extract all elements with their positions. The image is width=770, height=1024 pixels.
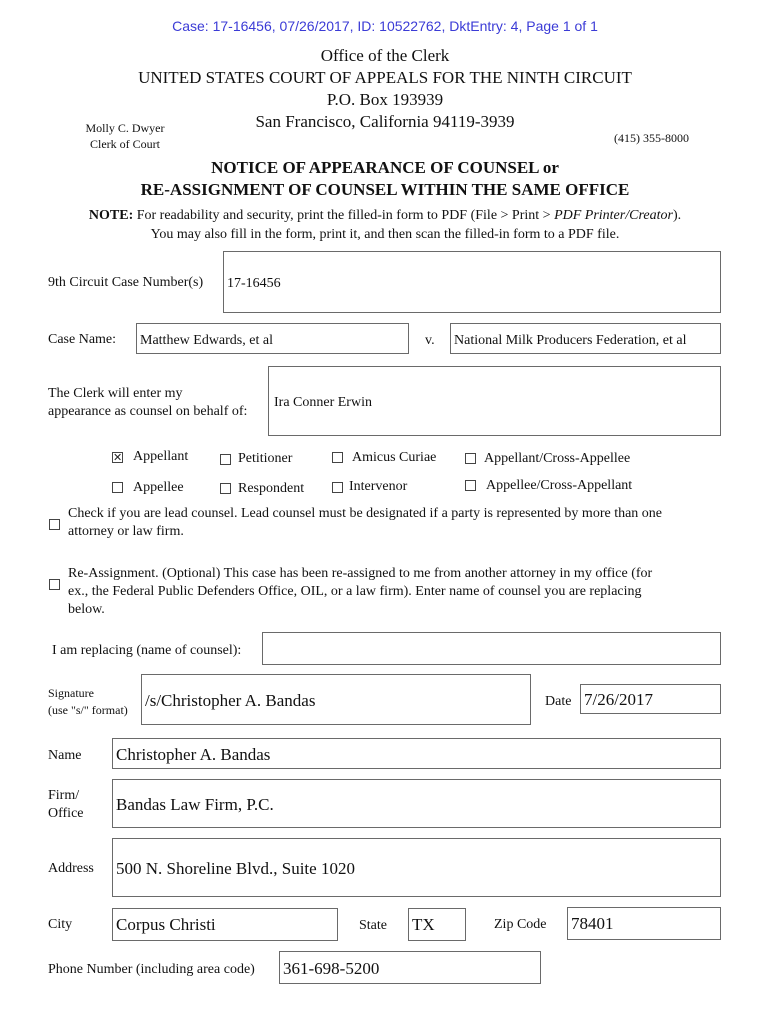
form-title-line-2: RE-ASSIGNMENT OF COUNSEL WITHIN THE SAME OFFICE bbox=[140, 180, 630, 199]
office-line-2: UNITED STATES COURT OF APPEALS FOR THE NINTH CIRCUIT bbox=[138, 68, 632, 87]
appellant-checkbox[interactable] bbox=[112, 452, 123, 463]
state-label: State bbox=[359, 918, 387, 933]
note-line-2: You may also fill in the form, print it, and then scan the filled-in form to a PDF file. bbox=[150, 227, 620, 242]
note-text-a: For readability and security, print the filled-in form to PDF (File > Print > bbox=[133, 208, 555, 223]
amicus-curiae-label: Amicus Curiae bbox=[352, 450, 437, 465]
case-name-left-value: Matthew Edwards, et al bbox=[140, 333, 273, 348]
appellee-cross-appellant-label: Appellee/Cross-Appellant bbox=[486, 478, 633, 493]
appellant-cross-appellee-checkbox[interactable] bbox=[465, 453, 476, 464]
city-field[interactable] bbox=[112, 908, 338, 941]
note-text-b: ). bbox=[672, 208, 682, 223]
case-name-right-value: National Milk Producers Federation, et al bbox=[454, 333, 687, 348]
signature-field[interactable] bbox=[141, 674, 531, 725]
reassignment-line-2: ex., the Federal Public Defenders Office, OIL, or a law firm). Enter name of counsel you are replacing bbox=[68, 584, 642, 599]
office-line-3: P.O. Box 193939 bbox=[326, 90, 444, 109]
appellant-label: Appellant bbox=[133, 449, 189, 464]
intervenor-label: Intervenor bbox=[349, 479, 408, 494]
lead-counsel-line-1: Check if you are lead counsel. Lead counsel must be designated if a party is represented by more than one bbox=[68, 506, 663, 521]
behalf-field[interactable] bbox=[268, 366, 721, 436]
phone-field[interactable] bbox=[279, 951, 541, 984]
city-value: Corpus Christi bbox=[116, 915, 216, 934]
firm-label-1: Firm/ bbox=[48, 788, 80, 803]
firm-value: Bandas Law Firm, P.C. bbox=[116, 795, 274, 814]
clerk-name: Molly C. Dwyer bbox=[85, 121, 165, 135]
name-label: Name bbox=[48, 748, 82, 763]
lead-counsel-checkbox[interactable] bbox=[49, 519, 60, 530]
replacing-field[interactable] bbox=[262, 632, 721, 665]
office-line-1: Office of the Clerk bbox=[320, 46, 450, 65]
case-name-right-field[interactable] bbox=[450, 323, 721, 354]
office-line-4: San Francisco, California 94119-3939 bbox=[255, 112, 515, 131]
petitioner-checkbox[interactable] bbox=[220, 454, 231, 465]
petitioner-label: Petitioner bbox=[238, 451, 293, 466]
behalf-value: Ira Conner Erwin bbox=[274, 395, 372, 410]
behalf-label-1: The Clerk will enter my bbox=[48, 386, 183, 401]
clerk-title: Clerk of Court bbox=[90, 137, 160, 151]
check-mark-icon: ✕ bbox=[113, 451, 123, 464]
case-number-value: 17-16456 bbox=[227, 276, 281, 291]
case-name-label: Case Name: bbox=[48, 332, 117, 347]
signature-value: /s/Christopher A. Bandas bbox=[145, 691, 316, 710]
replacing-label: I am replacing (name of counsel): bbox=[52, 643, 242, 658]
note-text-italic: PDF Printer/Creator bbox=[554, 208, 673, 223]
state-field[interactable] bbox=[408, 908, 466, 941]
appellee-cross-appellant-checkbox[interactable] bbox=[465, 480, 476, 491]
respondent-label: Respondent bbox=[238, 481, 305, 496]
firm-field[interactable] bbox=[112, 779, 721, 828]
zip-code-value: 78401 bbox=[571, 914, 614, 933]
reassignment-checkbox[interactable] bbox=[49, 579, 60, 590]
reassignment-line-1: Re-Assignment. (Optional) This case has been re-assigned to me from another attorney in my office (for bbox=[68, 566, 653, 581]
appellee-checkbox[interactable] bbox=[112, 482, 123, 493]
appellant-cross-appellee-label: Appellant/Cross-Appellee bbox=[484, 451, 631, 466]
signature-label-2: (use "s/" format) bbox=[48, 703, 128, 717]
firm-label-2: Office bbox=[48, 806, 84, 821]
intervenor-checkbox[interactable] bbox=[332, 482, 343, 493]
date-value: 7/26/2017 bbox=[584, 690, 653, 709]
state-value: TX bbox=[412, 915, 435, 934]
signature-label-1: Signature bbox=[48, 686, 94, 700]
office-phone: (415) 355-8000 bbox=[614, 131, 689, 145]
reassignment-line-3: below. bbox=[68, 602, 105, 617]
form-title-line-1: NOTICE OF APPEARANCE OF COUNSEL or bbox=[211, 158, 559, 177]
phone-value: 361-698-5200 bbox=[283, 959, 380, 978]
date-field[interactable] bbox=[580, 684, 721, 714]
zip-code-field[interactable] bbox=[567, 907, 721, 940]
date-label: Date bbox=[545, 694, 572, 709]
docket-header: Case: 17-16456, 07/26/2017, ID: 10522762, DktEntry: 4, Page 1 of 1 bbox=[172, 18, 598, 34]
amicus-curiae-checkbox[interactable] bbox=[332, 452, 343, 463]
behalf-label-2: appearance as counsel on behalf of: bbox=[48, 404, 248, 419]
zip-code-label: Zip Code bbox=[494, 917, 547, 932]
versus-label: v. bbox=[425, 333, 435, 348]
address-label: Address bbox=[48, 861, 94, 876]
case-number-label: 9th Circuit Case Number(s) bbox=[48, 275, 204, 290]
city-label: City bbox=[48, 917, 73, 932]
name-field[interactable] bbox=[112, 738, 721, 769]
note-line-1 bbox=[0, 208, 770, 224]
phone-label: Phone Number (including area code) bbox=[48, 962, 255, 977]
respondent-checkbox[interactable] bbox=[220, 483, 231, 494]
lead-counsel-line-2: attorney or law firm. bbox=[68, 524, 184, 539]
name-value: Christopher A. Bandas bbox=[116, 745, 271, 764]
case-name-left-field[interactable] bbox=[136, 323, 409, 354]
address-field[interactable] bbox=[112, 838, 721, 897]
appellee-label: Appellee bbox=[133, 480, 184, 495]
case-number-field[interactable] bbox=[223, 251, 721, 313]
address-value: 500 N. Shoreline Blvd., Suite 1020 bbox=[116, 859, 355, 878]
note-label: NOTE: bbox=[88, 208, 134, 223]
